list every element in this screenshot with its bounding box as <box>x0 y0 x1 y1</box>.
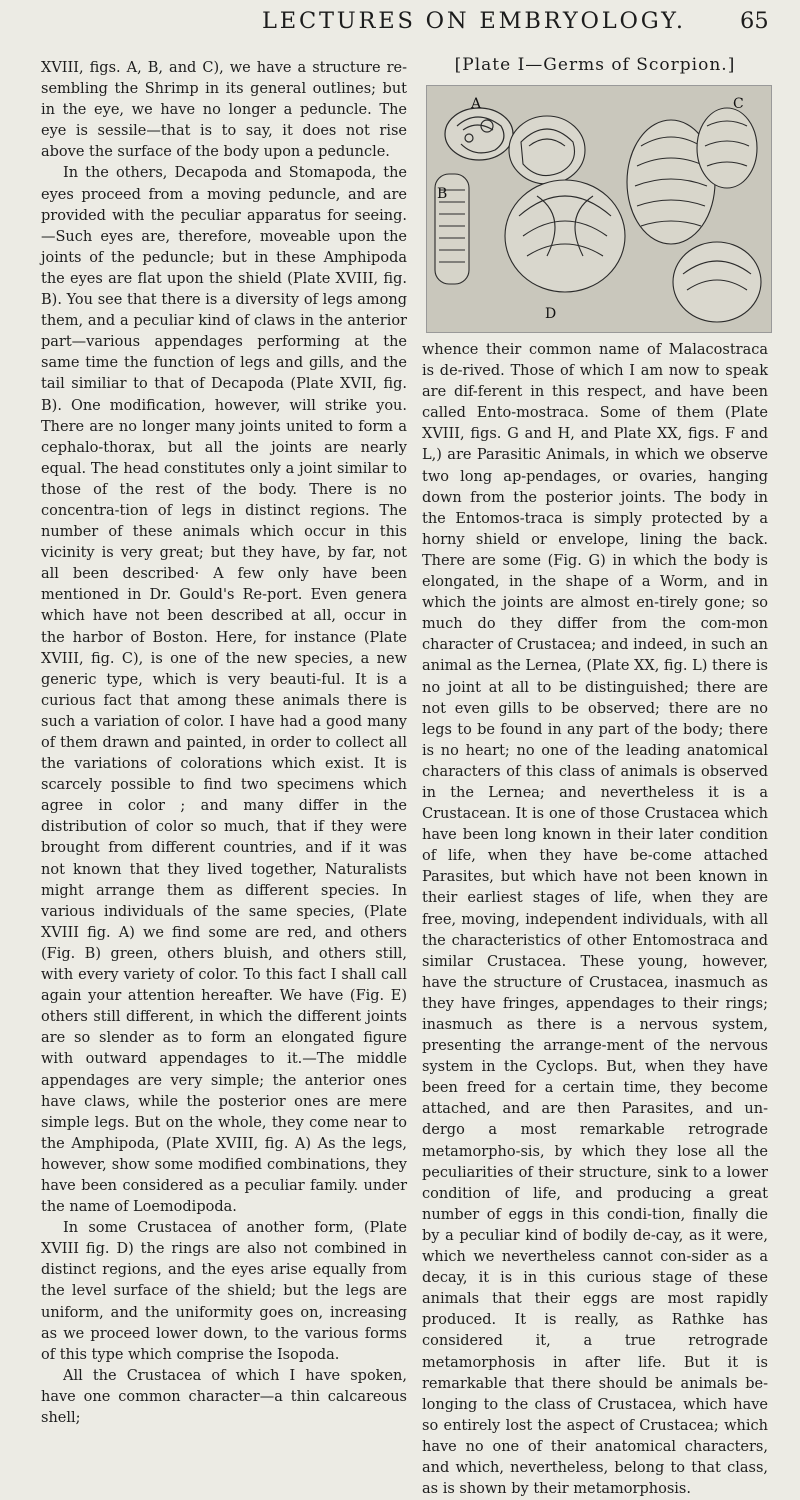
label-b: B <box>437 186 448 202</box>
running-header <box>0 6 800 40</box>
right-column <box>422 340 768 1500</box>
paragraph: In the others, Decapoda and Stomapoda, the eyes proceed from a moving peduncle, and are provided with the peculiar apparatus for seeing.—Such eyes are, therefore, moveable upon the joints of the peduncle; but in these Amphipoda the eyes are flat upon the shield (Plate XVIII, fig. B). You see that there is a diversity of legs among them, and a peculiar kind of claws in the anterior part—various appendages performing at the same time the function of legs and gills, and the tail similiar to that of Decapoda (Plate XVII, fig. B). One modification, however, will strike you. There are no longer many joints united to form a cephalo-thorax, but all the joints are nearly equal. The head constitutes only a joint similar to those of the rest of the body. There is no concentra-tion of legs in distinct regions. The number of these animals which occur in this vicinity is very great; but they have, by far, not all been described· A few only have been mentioned in Dr. Gould's Re-port. Even genera which have not been described at all, occur in the harbor of Boston. Here, for instance (Plate XVIII, fig. C), is one of the new species, a new generic type, which is very beauti-ful. It is a curious fact that among these animals there is such a variation of color. I have had a good many of them drawn and painted, in order to collect all the variations of colorations which exist. It is scarcely possible to find two specimens which agree in color ; and many differ in the distribution of color so much, that if they were brought from different countries, and if it was not known that they lived together, Naturalists might arrange them as different species. In various individuals of the same species, (Plate XVIII fig. A) we find some are red, and others (Fig. B) green, others bluish, and others still, with every variety of color. To this fact I shall call again your attention hereafter. We have (Fig. E) others still different, in which the different joints are so slender as to form an elongated figure with outward appendages to it.—The middle appendages are very simple; the anterior ones have claws, while the posterior ones are mere simple legs. But on the whole, they come near to the Amphipoda, (Plate XVIII, fig. A) As the legs, however, show some modified combinations, they have been considered as a peculiar family. under the name of Loemodipoda. <box>41 165 407 1216</box>
scorpion-germs-illustration <box>427 86 771 332</box>
figure-a <box>445 108 513 160</box>
paragraph: XVIII, figs. A, B, and C), we have a structure re-sembling the Shrimp in its general outlines; but in the eye, we have no longer a peduncle. The eye is sessile—that is to say, it does not rise above the surface of the body upon a peduncle. <box>41 60 407 161</box>
paragraph: whence their common name of Malacostraca is de-rived. Those of which I am now to speak are dif-ferent in this respect, and have been called Ento-mostraca. Some of them (Plate XVIII, figs. G and H, and Plate XX, figs. F and L,) are Parasitic Animals, in which we observe two long ap-pendages, or ovaries, hanging down from the posterior joints. The body in the Entomos-traca is simply protected by a horny shield or envelope, lining the back. There are some (Fig. G) in which the body is elongated, in the shape of a Worm, and in which the joints are almost en-tirely gone; so much do they differ from the com-mon character of Crustacea; and indeed, in such an animal as the Lernea, (Plate XX, fig. L) there is no joint at all to be distinguished; there are not even gills to be observed; there are no legs to be found in any part of the body; there is no heart; no one of the leading anatomical characters of this class of animals is observed in the Lernea; and nevertheless it is a Crustacean. It is one of those Crustacea which have been long known in their later condition of life, when they have be-come attached Parasites, but which have not been known in their earliest stages of life, when they are free, moving, independent individuals, with all the characteristics of other Entomostraca and similar Crustacea. These young, however, have the structure of Crustacea, inasmuch as they have fringes, appendages to their rings; inasmuch as there is a nervous system, presenting the arrange-ment of the nervous system in the Cyclops. But, when they have been freed for a certain time, they become attached, and are then Parasites, and un-dergo a most remarkable retrograde metamorpho-sis, by which they lose all the peculiarities of their structure, sink to a lower condition of life, and producing a great number of eggs in this condi-tion, finally die by a peculiar kind of bodily de-cay, as it were, which we nevertheless cannot con-sider as a decay, it is in this curious stage of these animals that their eggs are most rapidly produced. It is really, as Rathke has considered it, a true retrograde metamorphosis in after life. But it is remarkable that there should be animals be-longing to the class of Crustacea, which have so entirely lost the aspect of Crustacea; which have no one of their anatomical characters, and which, nevertheless, belong to that class, as is shown by their metamorphosis. <box>422 342 768 1498</box>
plate-figure <box>426 85 772 333</box>
figure-d-lower <box>673 242 761 322</box>
label-a: A <box>471 96 482 112</box>
paragraph: All the Crustacea of which I have spoken, have one common character—a thin calcareous shell; <box>41 1367 407 1426</box>
paragraph: In some Crustacea of another form, (Plate XVIII fig. D) the rings are also not combined in distinct regions, and the eyes arise equally from the level surface of the shield; but the legs are uniform, and the uniformity goes on, increasing as we proceed lower down, to the various forms of this type which comprise the Isopoda. <box>41 1220 407 1363</box>
label-c: C <box>733 96 744 112</box>
plate-caption: [Plate I—Germs of Scorpion.] <box>454 55 736 75</box>
running-title: LECTURES ON EMBRYOLOGY. <box>262 8 686 34</box>
page-number: 65 <box>740 8 769 34</box>
left-column <box>41 58 407 1429</box>
label-d: D <box>545 306 557 322</box>
